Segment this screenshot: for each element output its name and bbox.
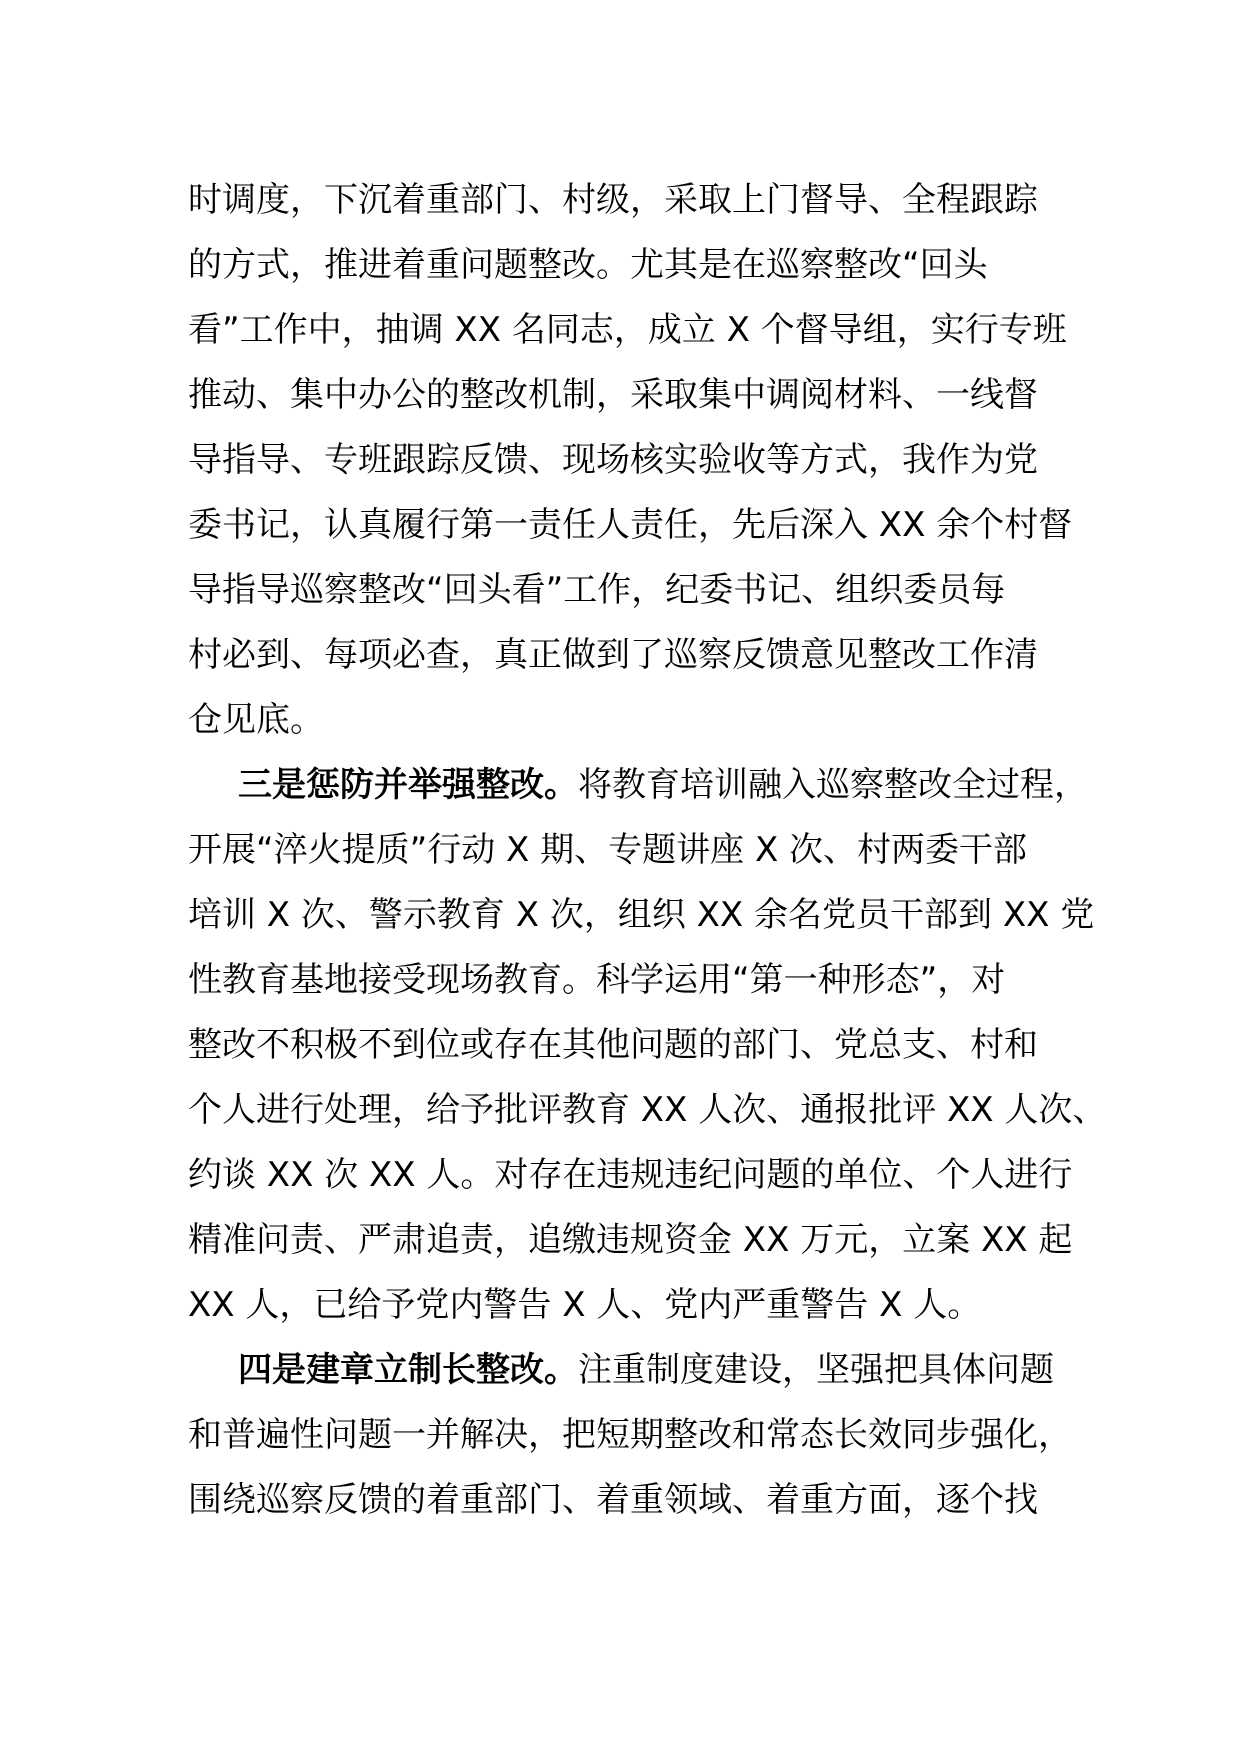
text-line: 约谈 XX 次 XX 人。对存在违规违纪问题的单位、个人进行 — [188, 1155, 1073, 1195]
text-line: 推动、集中办公的整改机制，采取集中调阅材料、一线督 — [188, 375, 1038, 415]
text-line: 村必到、每项必查，真正做到了巡察反馈意见整改工作清 — [188, 635, 1038, 675]
text-line: 精准问责、严肃追责，追缴违规资金 XX 万元，立案 XX 起 — [188, 1220, 1073, 1260]
text-line: 导指导巡察整改“回头看”工作，纪委书记、组织委员每 — [188, 570, 1006, 610]
paragraph-first-line — [188, 1338, 1068, 1403]
text-line: 整改不积极不到位或存在其他问题的部门、党总支、村和 — [188, 1025, 1038, 1065]
text-run: 将教育培训融入巡察整改全过程， — [578, 765, 1088, 805]
text-line: 的方式，推进着重问题整改。尤其是在巡察整改“回头 — [188, 245, 988, 285]
paragraph-first-line — [188, 753, 1088, 818]
text-line: 开展“淬火提质”行动 X 期、专题讲座 X 次、村两委干部 — [188, 830, 1028, 870]
paragraph-3 — [188, 1338, 1072, 1533]
text-line: 个人进行处理，给予批评教育 XX 人次、通报批评 XX 人次、 — [188, 1090, 1107, 1130]
text-line: 性教育基地接受现场教育。科学运用“第一种形态”，对 — [188, 960, 1006, 1000]
text-line: 委书记，认真履行第一责任人责任，先后深入 XX 余个村督 — [188, 505, 1073, 545]
text-line: 仓见底。 — [188, 700, 324, 740]
text-line: 和普遍性问题一并解决，把短期整改和常态长效同步强化， — [188, 1415, 1072, 1455]
text-line: 围绕巡察反馈的着重部门、着重领域、着重方面，逐个找 — [188, 1480, 1038, 1520]
paragraph-heading: 三是惩防并举强整改。 — [238, 765, 578, 805]
text-line: 时调度，下沉着重部门、村级，采取上门督导、全程跟踪 — [188, 180, 1038, 220]
paragraph-2 — [188, 753, 1107, 1338]
text-run: 注重制度建设，坚强把具体问题 — [578, 1350, 1054, 1390]
paragraph-heading: 四是建章立制长整改。 — [238, 1350, 578, 1390]
text-line: XX 人，已给予党内警告 X 人、党内严重警告 X 人。 — [188, 1285, 982, 1325]
paragraph-1 — [188, 168, 1073, 753]
text-line: 培训 X 次、警示教育 X 次，组织 XX 余名党员干部到 XX 党 — [188, 895, 1095, 935]
document-body — [188, 168, 1107, 1533]
text-line: 看”工作中，抽调 XX 名同志，成立 X 个督导组，实行专班 — [188, 310, 1067, 350]
text-line: 导指导、专班跟踪反馈、现场核实验收等方式，我作为党 — [188, 440, 1038, 480]
